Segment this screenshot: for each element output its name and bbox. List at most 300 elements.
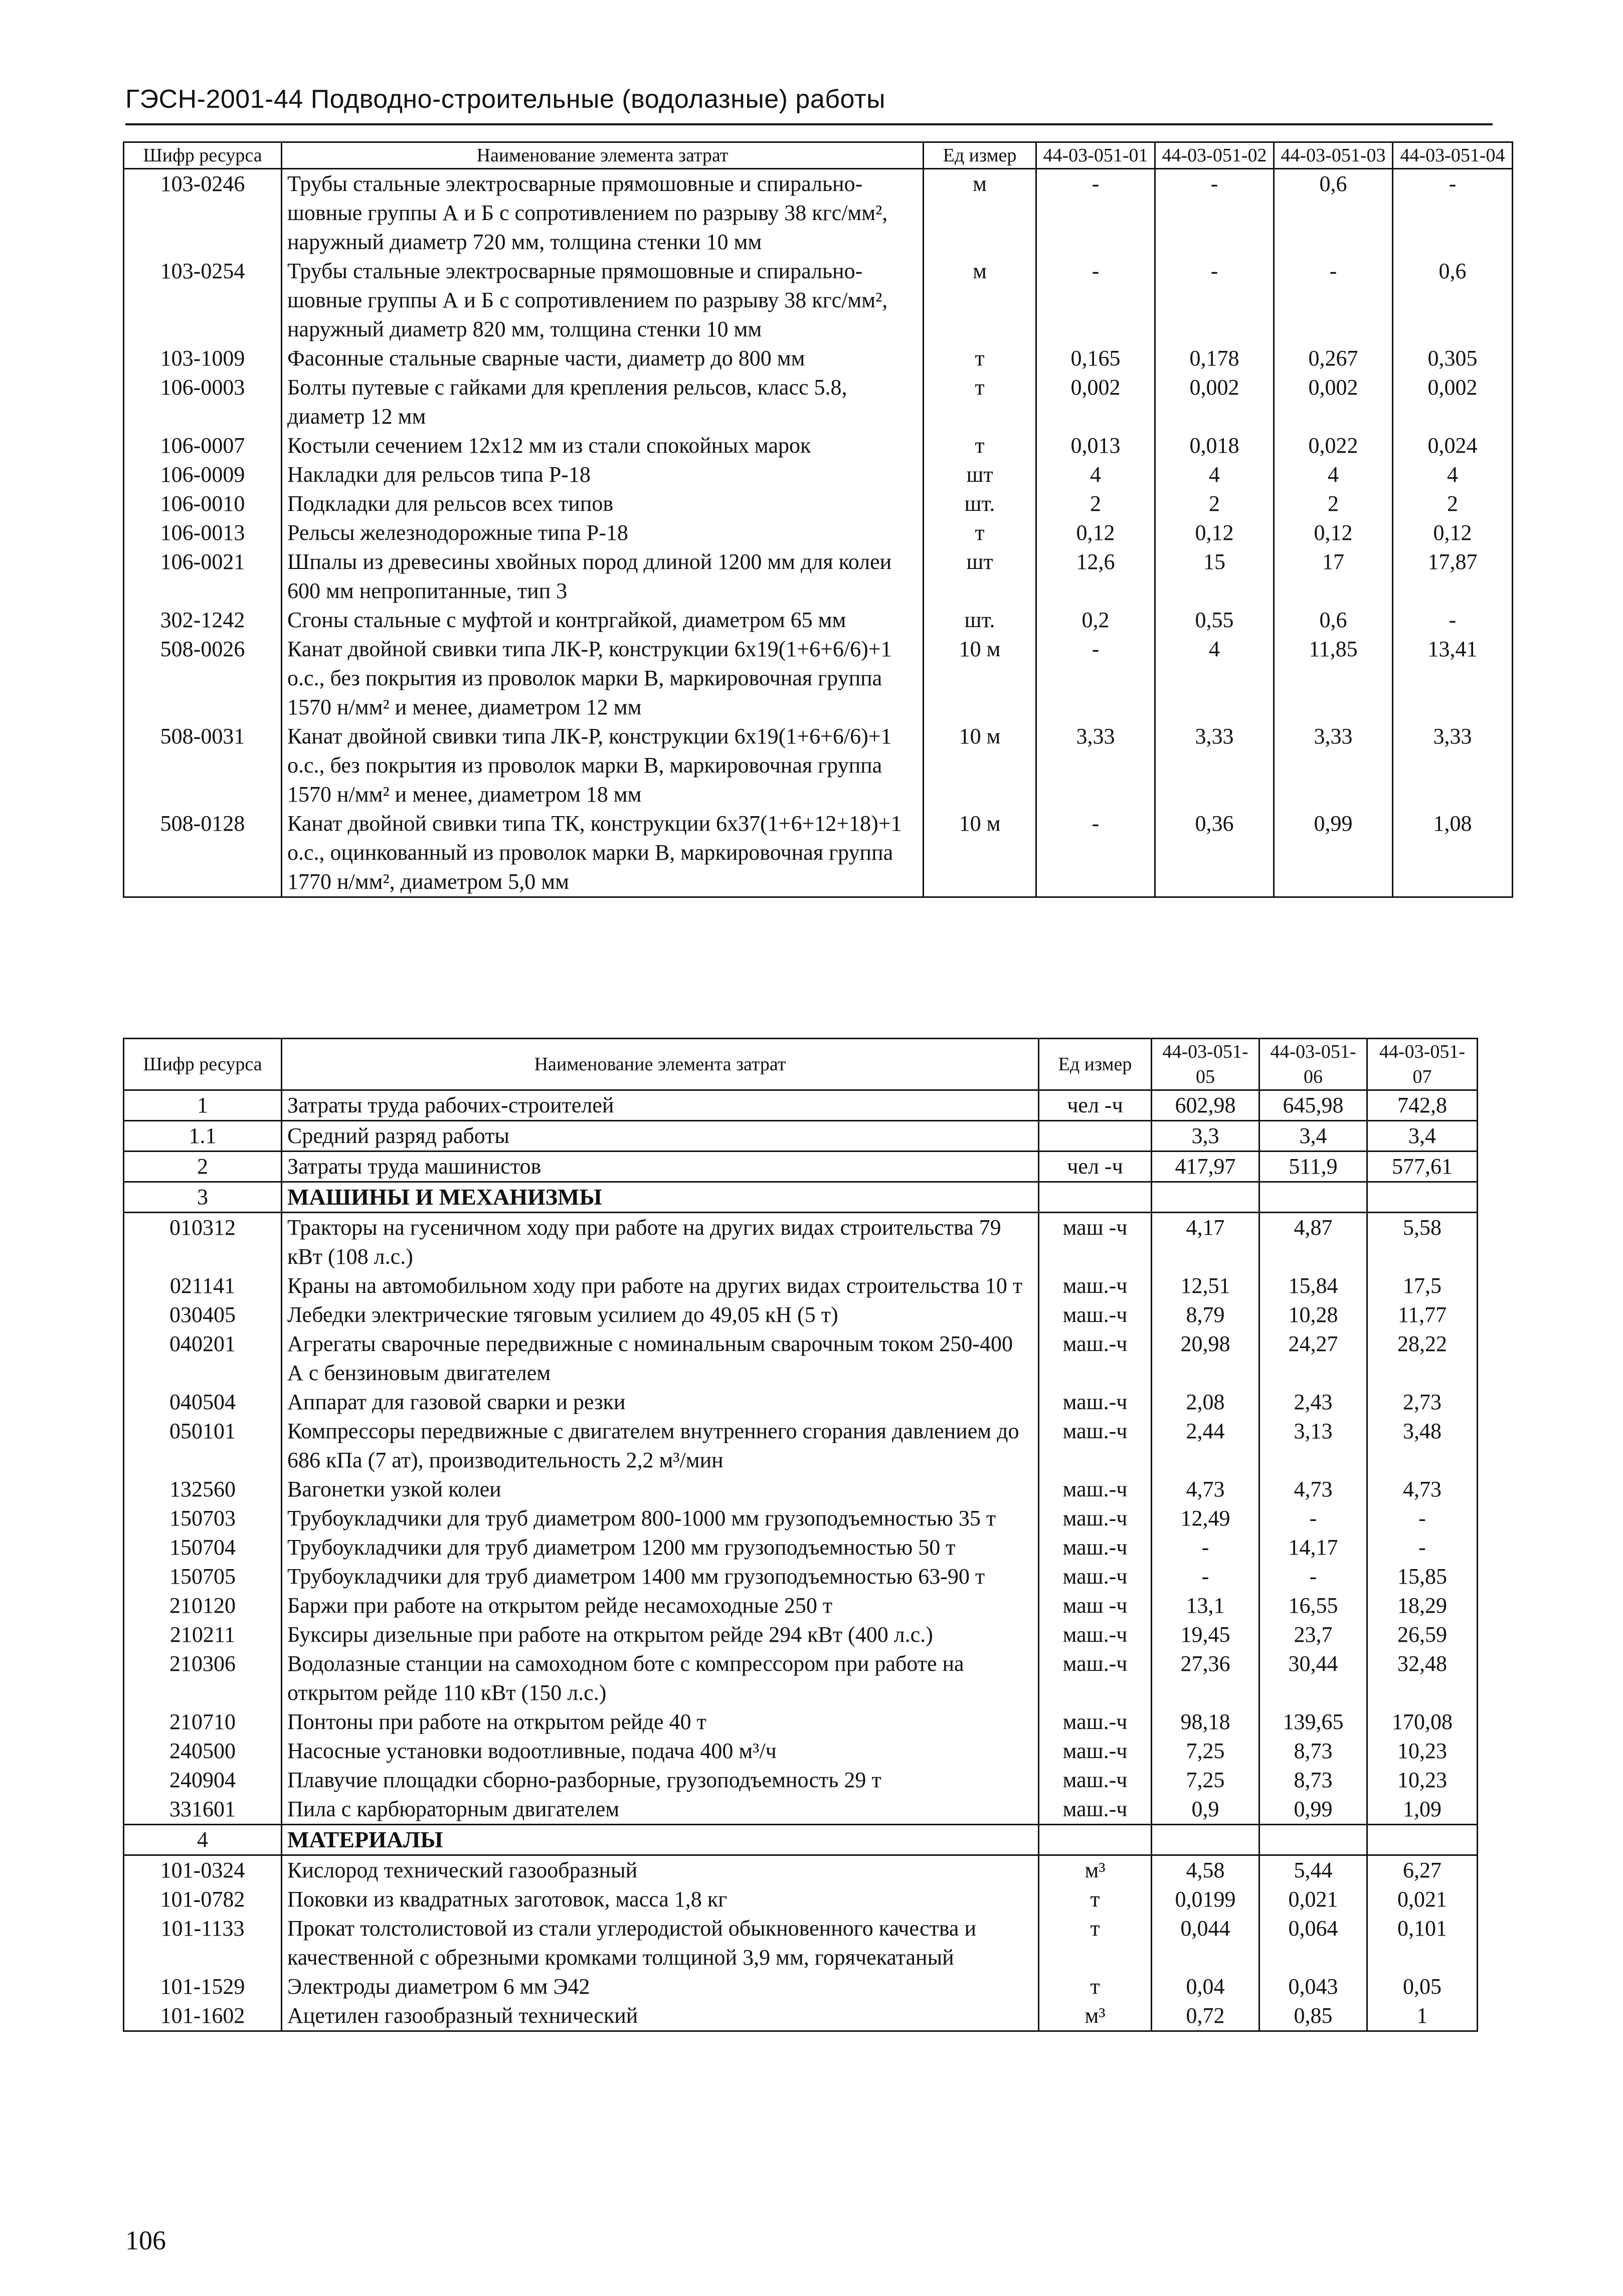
rate-value: 0,05	[1367, 1972, 1478, 2001]
rate-value: -	[1036, 169, 1155, 257]
table-row	[124, 1620, 1478, 1649]
table-row	[124, 1300, 1478, 1329]
rate-value: 10,23	[1367, 1737, 1478, 1766]
rate-value: 0,6	[1274, 169, 1393, 257]
table-row	[124, 635, 1513, 722]
col-header-rate: 44-03-051-01	[1036, 142, 1155, 169]
col-header-rate: 44-03-051-06	[1259, 1039, 1367, 1090]
resource-name: Трубоукладчики для труб диаметром 800-1000 мм грузоподъемностью 35 т	[282, 1504, 1039, 1533]
rate-value: 6,27	[1367, 1855, 1478, 1885]
unit-of-measure: т	[924, 518, 1036, 547]
rate-value: 2	[1036, 489, 1155, 518]
rate-value: 3,13	[1259, 1417, 1367, 1475]
rate-value: 5,58	[1367, 1213, 1478, 1272]
table-row	[124, 373, 1513, 431]
resource-code: 210306	[124, 1649, 282, 1707]
resource-code: 4	[124, 1825, 282, 1855]
col-header-code: Шифр ресурса	[124, 142, 282, 169]
table-row	[124, 1417, 1478, 1475]
rate-value: -	[1393, 169, 1513, 257]
col-header-rate: 44-03-051-07	[1367, 1039, 1478, 1090]
resource-name: Баржи при работе на открытом рейде несамоходные 250 т	[282, 1591, 1039, 1620]
rate-value: 0,12	[1393, 518, 1513, 547]
unit-of-measure: м	[924, 169, 1036, 257]
unit-of-measure: маш.-ч	[1039, 1533, 1152, 1562]
table-row	[124, 1591, 1478, 1620]
rate-value: 4,73	[1259, 1475, 1367, 1504]
rate-value: 0,018	[1155, 431, 1274, 460]
rate-value: 1,09	[1367, 1795, 1478, 1825]
rate-value	[1152, 1182, 1259, 1213]
unit-of-measure: т	[1039, 1914, 1152, 1972]
table-row	[124, 460, 1513, 489]
rate-value: 7,25	[1152, 1766, 1259, 1795]
resource-code: 302-1242	[124, 606, 282, 635]
unit-of-measure: маш -ч	[1039, 1213, 1152, 1272]
resource-name: Аппарат для газовой сварки и резки	[282, 1388, 1039, 1417]
rate-value: 0,022	[1274, 431, 1393, 460]
rate-value: 8,73	[1259, 1766, 1367, 1795]
unit-of-measure: маш -ч	[1039, 1591, 1152, 1620]
resource-name: Рельсы железнодорожные типа Р-18	[282, 518, 924, 547]
rate-value: 98,18	[1152, 1707, 1259, 1737]
rate-value: 12,49	[1152, 1504, 1259, 1533]
rate-value: 3,33	[1274, 722, 1393, 809]
rate-value: 4	[1393, 460, 1513, 489]
resource-code: 106-0003	[124, 373, 282, 431]
rate-value	[1152, 1825, 1259, 1855]
rate-value: -	[1367, 1533, 1478, 1562]
resource-code: 1.1	[124, 1121, 282, 1152]
rate-value: 30,44	[1259, 1649, 1367, 1707]
resource-code: 101-0324	[124, 1855, 282, 1885]
rate-value: 4,17	[1152, 1213, 1259, 1272]
rate-value: 742,8	[1367, 1090, 1478, 1121]
col-header-rate: 44-03-051-04	[1393, 142, 1513, 169]
rate-value: -	[1036, 257, 1155, 344]
rate-value: 28,22	[1367, 1329, 1478, 1388]
rate-value	[1367, 1182, 1478, 1213]
rate-value: 13,1	[1152, 1591, 1259, 1620]
resource-name: Средний разряд работы	[282, 1121, 1039, 1152]
rate-value	[1367, 1825, 1478, 1855]
rate-value: 19,45	[1152, 1620, 1259, 1649]
table-row	[124, 1914, 1478, 1972]
rate-value: 27,36	[1152, 1649, 1259, 1707]
resource-name: Ацетилен газообразный технический	[282, 2001, 1039, 2031]
rate-value: 2	[1274, 489, 1393, 518]
unit-of-measure	[1039, 1182, 1152, 1213]
unit-of-measure: маш.-ч	[1039, 1329, 1152, 1388]
rate-value: 4,73	[1367, 1475, 1478, 1504]
table-row	[124, 1090, 1478, 1121]
table-row	[124, 1737, 1478, 1766]
rate-value: 4	[1155, 460, 1274, 489]
rate-value: 0,6	[1274, 606, 1393, 635]
rate-value: 0,6	[1393, 257, 1513, 344]
rate-value	[1259, 1182, 1367, 1213]
unit-of-measure: м³	[1039, 1855, 1152, 1885]
rate-value: 32,48	[1367, 1649, 1478, 1707]
unit-of-measure: 10 м	[924, 635, 1036, 722]
col-header-unit: Ед измер	[1039, 1039, 1152, 1090]
col-header-rate: 44-03-051-05	[1152, 1039, 1259, 1090]
resource-code: 101-1529	[124, 1972, 282, 2001]
rate-value: 0,99	[1274, 809, 1393, 897]
resource-name: Затраты труда рабочих-строителей	[282, 1090, 1039, 1121]
resource-name: Болты путевые с гайками для крепления рельсов, класс 5.8, диаметр 12 мм	[282, 373, 924, 431]
col-header-rate: 44-03-051-03	[1274, 142, 1393, 169]
unit-of-measure	[1039, 1121, 1152, 1152]
rate-value: -	[1367, 1504, 1478, 1533]
rate-value: 0,55	[1155, 606, 1274, 635]
resource-code: 106-0013	[124, 518, 282, 547]
rate-value: 7,25	[1152, 1737, 1259, 1766]
unit-of-measure: шт.	[924, 489, 1036, 518]
rate-value: 0,002	[1036, 373, 1155, 431]
rate-value: 17	[1274, 547, 1393, 606]
unit-of-measure: 10 м	[924, 809, 1036, 897]
rate-value: 0,99	[1259, 1795, 1367, 1825]
resource-name: Канат двойной свивки типа ЛК-Р, конструкции 6x19(1+6+6/6)+1 о.с., без покрытия из проволок марки В, маркировочная группа 1570 н/мм² и менее, диаметром 18 мм	[282, 722, 924, 809]
rate-value: 3,33	[1155, 722, 1274, 809]
rate-value: 139,65	[1259, 1707, 1367, 1737]
rate-value: 0,101	[1367, 1914, 1478, 1972]
resource-name: Плавучие площадки сборно-разборные, грузоподъемность 29 т	[282, 1766, 1039, 1795]
unit-of-measure: шт.	[924, 606, 1036, 635]
table-row	[124, 257, 1513, 344]
table-row	[124, 1562, 1478, 1591]
unit-of-measure: маш.-ч	[1039, 1620, 1152, 1649]
col-header-unit: Ед измер	[924, 142, 1036, 169]
resource-name: Поковки из квадратных заготовок, масса 1,8 кг	[282, 1885, 1039, 1914]
resource-code: 101-1133	[124, 1914, 282, 1972]
table-row	[124, 1707, 1478, 1737]
rate-value: 12,51	[1152, 1271, 1259, 1300]
table-row	[124, 1388, 1478, 1417]
resource-name: Водолазные станции на самоходном боте с компрессором при работе на открытом рейде 110 кВт (150 л.с.)	[282, 1649, 1039, 1707]
rate-value: 4,73	[1152, 1475, 1259, 1504]
resource-code: 040201	[124, 1329, 282, 1388]
rate-value: 4,58	[1152, 1855, 1259, 1885]
table-row	[124, 1795, 1478, 1825]
unit-of-measure: шт	[924, 547, 1036, 606]
rate-value: 2,08	[1152, 1388, 1259, 1417]
resource-name: Трубы стальные электросварные прямошовные и спирально-шовные группы А и Б с сопротивлением по разрыву 38 кгс/мм², наружный диаметр 820 мм, толщина стенки 10 мм	[282, 257, 924, 344]
rate-value: 0,36	[1155, 809, 1274, 897]
rate-value: -	[1155, 169, 1274, 257]
rate-value: 20,98	[1152, 1329, 1259, 1388]
rate-value: 15,84	[1259, 1271, 1367, 1300]
rate-value: 10,28	[1259, 1300, 1367, 1329]
rate-value: 602,98	[1152, 1090, 1259, 1121]
header-rule	[125, 123, 1493, 125]
resource-name: Сгоны стальные с муфтой и контргайкой, диаметром 65 мм	[282, 606, 924, 635]
rate-value: 3,48	[1367, 1417, 1478, 1475]
table-row	[124, 1533, 1478, 1562]
resource-name: Кислород технический газообразный	[282, 1855, 1039, 1885]
rate-value: 26,59	[1367, 1620, 1478, 1649]
table-row	[124, 431, 1513, 460]
rate-value: 3,3	[1152, 1121, 1259, 1152]
rate-value: 511,9	[1259, 1152, 1367, 1182]
unit-of-measure: маш.-ч	[1039, 1766, 1152, 1795]
rate-value: -	[1152, 1562, 1259, 1591]
unit-of-measure: маш.-ч	[1039, 1271, 1152, 1300]
rate-value: 170,08	[1367, 1707, 1478, 1737]
unit-of-measure: т	[924, 373, 1036, 431]
rate-value: 0,002	[1274, 373, 1393, 431]
rate-value: 4	[1274, 460, 1393, 489]
resource-name: Лебедки электрические тяговым усилием до 49,05 кН (5 т)	[282, 1300, 1039, 1329]
resource-code: 508-0031	[124, 722, 282, 809]
rate-value: 8,79	[1152, 1300, 1259, 1329]
rate-value: 1,08	[1393, 809, 1513, 897]
table-row	[124, 1855, 1478, 1885]
unit-of-measure: маш.-ч	[1039, 1417, 1152, 1475]
rate-value: 23,7	[1259, 1620, 1367, 1649]
resource-code: 106-0007	[124, 431, 282, 460]
rate-value: 0,024	[1393, 431, 1513, 460]
rate-value: 2,43	[1259, 1388, 1367, 1417]
unit-of-measure: т	[1039, 1972, 1152, 2001]
resource-code: 3	[124, 1182, 282, 1213]
rate-value: 1	[1367, 2001, 1478, 2031]
rate-value: 17,87	[1393, 547, 1513, 606]
unit-of-measure: маш.-ч	[1039, 1649, 1152, 1707]
rate-value: 0,0199	[1152, 1885, 1259, 1914]
unit-of-measure: маш.-ч	[1039, 1737, 1152, 1766]
rate-value: 12,6	[1036, 547, 1155, 606]
rate-value	[1259, 1825, 1367, 1855]
resource-name: Агрегаты сварочные передвижные с номинальным сварочным током 250-400 А с бензиновым двигателем	[282, 1329, 1039, 1388]
rate-value: 0,002	[1393, 373, 1513, 431]
resource-table-2	[123, 1038, 1478, 2032]
table-row	[124, 1766, 1478, 1795]
col-header-rate: 44-03-051-02	[1155, 142, 1274, 169]
rate-value: 0,267	[1274, 344, 1393, 373]
resource-code: 150705	[124, 1562, 282, 1591]
table-row	[124, 1504, 1478, 1533]
resource-code: 021141	[124, 1271, 282, 1300]
rate-value: -	[1036, 809, 1155, 897]
unit-of-measure: т	[924, 431, 1036, 460]
section-row	[124, 1825, 1478, 1855]
table-row	[124, 518, 1513, 547]
page-number: 106	[125, 2225, 166, 2255]
resource-name: Краны на автомобильном ходу при работе на других видах строительства 10 т	[282, 1271, 1039, 1300]
unit-of-measure: маш.-ч	[1039, 1475, 1152, 1504]
rate-value: 0,2	[1036, 606, 1155, 635]
table-row	[124, 169, 1513, 257]
table-row	[124, 722, 1513, 809]
table-row	[124, 547, 1513, 606]
resource-code: 103-1009	[124, 344, 282, 373]
rate-value: 0,12	[1274, 518, 1393, 547]
rate-value: 4	[1036, 460, 1155, 489]
resource-name: Пила с карбюраторным двигателем	[282, 1795, 1039, 1825]
rate-value: 14,17	[1259, 1533, 1367, 1562]
rate-value: 417,97	[1152, 1152, 1259, 1182]
unit-of-measure: м³	[1039, 2001, 1152, 2031]
rate-value: 0,72	[1152, 2001, 1259, 2031]
resource-name: Накладки для рельсов типа Р-18	[282, 460, 924, 489]
unit-of-measure: 10 м	[924, 722, 1036, 809]
resource-code: 101-1602	[124, 2001, 282, 2031]
unit-of-measure: маш.-ч	[1039, 1795, 1152, 1825]
rate-value: -	[1259, 1504, 1367, 1533]
resource-table-1	[123, 141, 1513, 898]
resource-name: Электроды диаметром 6 мм Э42	[282, 1972, 1039, 2001]
rate-value: 2	[1393, 489, 1513, 518]
page-header-title: ГЭСН-2001-44 Подводно-строительные (водолазные) работы	[125, 85, 886, 114]
rate-value: -	[1036, 635, 1155, 722]
resource-code: 101-0782	[124, 1885, 282, 1914]
section-row	[124, 1182, 1478, 1213]
rate-value: 18,29	[1367, 1591, 1478, 1620]
rate-value: 0,12	[1155, 518, 1274, 547]
rate-value: 24,27	[1259, 1329, 1367, 1388]
resource-code: 150703	[124, 1504, 282, 1533]
rate-value: 3,4	[1367, 1121, 1478, 1152]
table-row	[124, 1649, 1478, 1707]
rate-value: 0,178	[1155, 344, 1274, 373]
rate-value: 2,44	[1152, 1417, 1259, 1475]
resource-code: 106-0010	[124, 489, 282, 518]
table-row	[124, 2001, 1478, 2031]
section-title: МАТЕРИАЛЫ	[282, 1825, 1039, 1855]
resource-code: 508-0026	[124, 635, 282, 722]
resource-code: 150704	[124, 1533, 282, 1562]
resource-name: Трубы стальные электросварные прямошовные и спирально-шовные группы А и Б с сопротивлением по разрыву 38 кгс/мм², наружный диаметр 720 мм, толщина стенки 10 мм	[282, 169, 924, 257]
table-row	[124, 606, 1513, 635]
rate-value: 0,12	[1036, 518, 1155, 547]
table-row	[124, 344, 1513, 373]
col-header-name: Наименование элемента затрат	[282, 142, 924, 169]
rate-value: 13,41	[1393, 635, 1513, 722]
rate-value: 0,044	[1152, 1914, 1259, 1972]
unit-of-measure: маш.-ч	[1039, 1562, 1152, 1591]
table-row	[124, 489, 1513, 518]
rate-value: 0,064	[1259, 1914, 1367, 1972]
rate-value: 0,9	[1152, 1795, 1259, 1825]
resource-code: 1	[124, 1090, 282, 1121]
rate-value: 0,85	[1259, 2001, 1367, 2031]
resource-code: 103-0254	[124, 257, 282, 344]
unit-of-measure: т	[1039, 1885, 1152, 1914]
resource-name: Подкладки для рельсов всех типов	[282, 489, 924, 518]
resource-name: Трубоукладчики для труб диаметром 1400 мм грузоподъемностью 63-90 т	[282, 1562, 1039, 1591]
resource-code: 210710	[124, 1707, 282, 1737]
unit-of-measure: маш.-ч	[1039, 1504, 1152, 1533]
rate-value: 15	[1155, 547, 1274, 606]
rate-value: 3,4	[1259, 1121, 1367, 1152]
rate-value: 10,23	[1367, 1766, 1478, 1795]
resource-code: 106-0021	[124, 547, 282, 606]
table-row	[124, 1213, 1478, 1272]
rate-value: 4	[1155, 635, 1274, 722]
table-row	[124, 1972, 1478, 2001]
rate-value: 0,165	[1036, 344, 1155, 373]
resource-name: Трубоукладчики для труб диаметром 1200 мм грузоподъемностью 50 т	[282, 1533, 1039, 1562]
table-row	[124, 1271, 1478, 1300]
table-row	[124, 1329, 1478, 1388]
rate-value: 2,73	[1367, 1388, 1478, 1417]
resource-name: Понтоны при работе на открытом рейде 40 т	[282, 1707, 1039, 1737]
resource-code: 210120	[124, 1591, 282, 1620]
rate-value: 16,55	[1259, 1591, 1367, 1620]
unit-of-measure: т	[924, 344, 1036, 373]
table-row	[124, 1885, 1478, 1914]
rate-value: 645,98	[1259, 1090, 1367, 1121]
resource-code: 508-0128	[124, 809, 282, 897]
rate-value: 17,5	[1367, 1271, 1478, 1300]
section-title: МАШИНЫ И МЕХАНИЗМЫ	[282, 1182, 1039, 1213]
resource-code: 010312	[124, 1213, 282, 1272]
resource-name: Костыли сечением 12x12 мм из стали спокойных марок	[282, 431, 924, 460]
rate-value: 3,33	[1036, 722, 1155, 809]
rate-value: -	[1274, 257, 1393, 344]
rate-value: 0,002	[1155, 373, 1274, 431]
resource-code: 2	[124, 1152, 282, 1182]
rate-value: 577,61	[1367, 1152, 1478, 1182]
rate-value: 0,013	[1036, 431, 1155, 460]
resource-code: 106-0009	[124, 460, 282, 489]
rate-value: -	[1259, 1562, 1367, 1591]
resource-code: 050101	[124, 1417, 282, 1475]
rate-value: 3,33	[1393, 722, 1513, 809]
rate-value: 0,021	[1259, 1885, 1367, 1914]
resource-name: Затраты труда машинистов	[282, 1152, 1039, 1182]
resource-name: Канат двойной свивки типа ТК, конструкции 6x37(1+6+12+18)+1 о.с., оцинкованный из проволок марки В, маркировочная группа 1770 н/мм², диаметром 5,0 мм	[282, 809, 924, 897]
rate-value: 0,021	[1367, 1885, 1478, 1914]
col-header-name: Наименование элемента затрат	[282, 1039, 1039, 1090]
unit-of-measure: чел -ч	[1039, 1090, 1152, 1121]
unit-of-measure: маш.-ч	[1039, 1300, 1152, 1329]
unit-of-measure: маш.-ч	[1039, 1707, 1152, 1737]
resource-code: 210211	[124, 1620, 282, 1649]
rate-value: 15,85	[1367, 1562, 1478, 1591]
resource-code: 240500	[124, 1737, 282, 1766]
resource-code: 030405	[124, 1300, 282, 1329]
resource-name: Насосные установки водоотливные, подача 400 м³/ч	[282, 1737, 1039, 1766]
rate-value: 4,87	[1259, 1213, 1367, 1272]
unit-of-measure: чел -ч	[1039, 1152, 1152, 1182]
resource-code: 240904	[124, 1766, 282, 1795]
resource-code: 103-0246	[124, 169, 282, 257]
resource-name: Прокат толстолистовой из стали углеродистой обыкновенного качества и качественной с обрезными кромками толщиной 3,9 мм, горячекатаный	[282, 1914, 1039, 1972]
rate-value: 0,043	[1259, 1972, 1367, 2001]
resource-name: Тракторы на гусеничном ходу при работе на других видах строительства 79 кВт (108 л.с.)	[282, 1213, 1039, 1272]
unit-of-measure: шт	[924, 460, 1036, 489]
resource-code: 132560	[124, 1475, 282, 1504]
resource-name: Вагонетки узкой колеи	[282, 1475, 1039, 1504]
rate-value: 11,85	[1274, 635, 1393, 722]
table-row	[124, 1475, 1478, 1504]
unit-of-measure: м	[924, 257, 1036, 344]
resource-code: 331601	[124, 1795, 282, 1825]
rate-value: -	[1155, 257, 1274, 344]
resource-name: Фасонные стальные сварные части, диаметр до 800 мм	[282, 344, 924, 373]
rate-value: -	[1152, 1533, 1259, 1562]
rate-value: 11,77	[1367, 1300, 1478, 1329]
resource-name: Шпалы из древесины хвойных пород длиной 1200 мм для колеи 600 мм непропитанные, тип 3	[282, 547, 924, 606]
resource-name: Буксиры дизельные при работе на открытом рейде 294 кВт (400 л.с.)	[282, 1620, 1039, 1649]
unit-of-measure: маш.-ч	[1039, 1388, 1152, 1417]
rate-value: 5,44	[1259, 1855, 1367, 1885]
table-row	[124, 1121, 1478, 1152]
rate-value: 2	[1155, 489, 1274, 518]
